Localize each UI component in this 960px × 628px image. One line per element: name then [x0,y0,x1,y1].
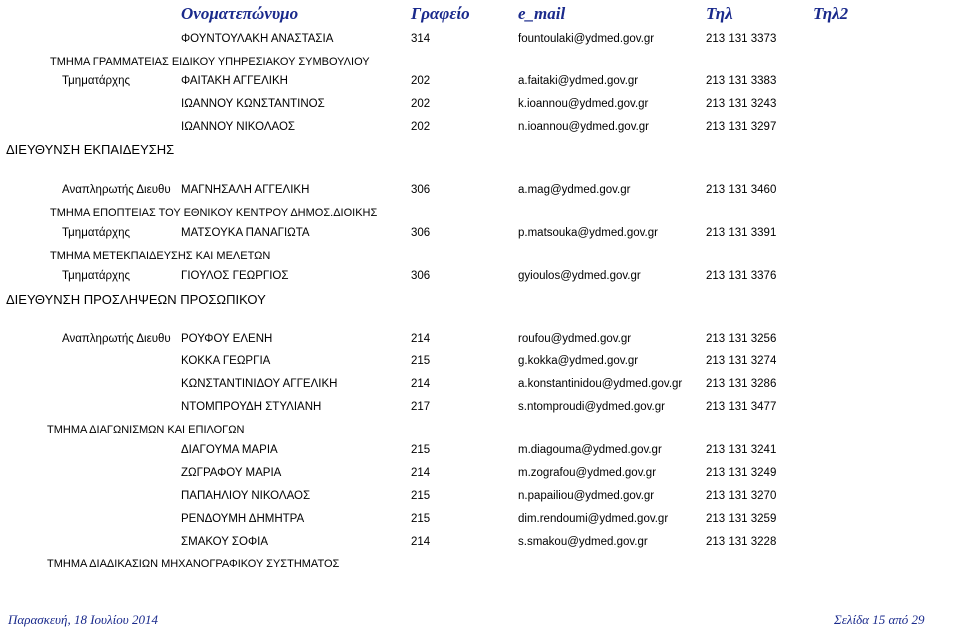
name-cell: ΔΙΑΓΟΥΜΑ ΜΑΡΙΑ [181,444,278,456]
phone-cell: 213 131 3259 [706,513,777,525]
email-cell[interactable]: n.ioannou@ydmed.gov.gr [518,121,650,133]
header-phone: Τηλ [706,4,733,23]
name-cell: ΓΙΟΥΛΟΣ ΓΕΩΡΓΙΟΣ [181,270,289,282]
office-cell: 214 [411,536,431,548]
email-cell[interactable]: m.diagouma@ydmed.gov.gr [518,444,662,456]
office-cell: 214 [411,467,431,479]
name-cell: ΦΟΥΝΤΟΥΛΑΚΗ ΑΝΑΣΤΑΣΙΑ [181,33,334,45]
name-cell: ΠΑΠΑΗΛΙΟΥ ΝΙΚΟΛΑΟΣ [181,490,311,502]
name-cell: ΜΑΓΝΗΣΑΛΗ ΑΓΓΕΛΙΚΗ [181,184,310,196]
header-email: e_mail [518,4,566,23]
role-cell: Τμηματάρχης [62,270,131,282]
phone-cell: 213 131 3286 [706,378,777,390]
office-cell: 306 [411,184,431,196]
office-cell: 215 [411,513,431,525]
section-title: ΤΜΗΜΑ ΔΙΑΓΩΝΙΣΜΩΝ ΚΑΙ ΕΠΙΛΟΓΩΝ [47,424,245,436]
role-cell: Αναπληρωτής Διευθυ [62,333,171,345]
email-cell[interactable]: s.ntomproudi@ydmed.gov.gr [518,401,665,413]
name-cell: ΚΩΝΣΤΑΝΤΙΝΙΔΟΥ ΑΓΓΕΛΙΚΗ [181,378,338,390]
phone-cell: 213 131 3373 [706,33,777,45]
email-cell[interactable]: fountoulaki@ydmed.gov.gr [518,33,655,45]
phone-cell: 213 131 3460 [706,184,777,196]
email-cell[interactable]: a.faitaki@ydmed.gov.gr [518,75,639,87]
role-cell: Τμηματάρχης [62,227,131,239]
email-cell[interactable]: s.smakou@ydmed.gov.gr [518,536,648,548]
phone-cell: 213 131 3376 [706,270,777,282]
office-cell: 314 [411,33,431,45]
section-title: ΤΜΗΜΑ ΕΠΟΠΤΕΙΑΣ ΤΟΥ ΕΘΝΙΚΟΥ ΚΕΝΤΡΟΥ ΔΗΜΟΣ.ΔΙΟΙΚΗΣ [50,207,378,219]
email-cell[interactable]: g.kokka@ydmed.gov.gr [518,355,639,367]
section-title: ΤΜΗΜΑ ΓΡΑΜΜΑΤΕΙΑΣ ΕΙΔΙΚΟΥ ΥΠΗΡΕΣΙΑΚΟΥ ΣΥΜΒΟΥΛΙΟΥ [50,56,370,68]
phone-cell: 213 131 3297 [706,121,777,133]
name-cell: ΙΩΑΝΝΟΥ ΝΙΚΟΛΑΟΣ [181,121,296,133]
office-cell: 215 [411,444,431,456]
name-cell: ΝΤΟΜΠΡΟΥΔΗ ΣΤΥΛΙΑΝΗ [181,401,322,413]
section-title: ΤΜΗΜΑ ΔΙΑΔΙΚΑΣΙΩΝ ΜΗΧΑΝΟΓΡΑΦΙΚΟΥ ΣΥΣΤΗΜΑΤΟΣ [47,558,340,570]
email-cell[interactable]: dim.rendoumi@ydmed.gov.gr [518,513,669,525]
office-cell: 306 [411,270,431,282]
phone-cell: 213 131 3274 [706,355,777,367]
office-cell: 202 [411,75,431,87]
name-cell: ΦΑΙΤΑΚΗ ΑΓΓΕΛΙΚΗ [181,75,288,87]
directorate-title: ΔΙΕΥΘΥΝΣΗ ΕΚΠΑΙΔΕΥΣΗΣ [6,142,175,157]
phone-cell: 213 131 3391 [706,227,777,239]
phone-cell: 213 131 3249 [706,467,777,479]
name-cell: ΖΩΓΡΑΦΟΥ ΜΑΡΙΑ [181,467,282,479]
role-cell: Τμηματάρχης [62,75,131,87]
office-cell: 214 [411,378,431,390]
phone-cell: 213 131 3383 [706,75,777,87]
section-title: ΤΜΗΜΑ ΜΕΤΕΚΠΑΙΔΕΥΣΗΣ ΚΑΙ ΜΕΛΕΤΩΝ [50,250,271,262]
header-office: Γραφείο [411,4,470,23]
email-cell[interactable]: k.ioannou@ydmed.gov.gr [518,98,649,110]
phone-cell: 213 131 3241 [706,444,777,456]
email-cell[interactable]: a.konstantinidou@ydmed.gov.gr [518,378,683,390]
office-cell: 202 [411,98,431,110]
email-cell[interactable]: n.papailiou@ydmed.gov.gr [518,490,655,502]
directorate-title: ΔΙΕΥΘΥΝΣΗ ΠΡΟΣΛΗΨΕΩΝ ΠΡΟΣΩΠΙΚΟΥ [6,292,266,307]
office-cell: 215 [411,490,431,502]
name-cell: ΡΕΝΔΟΥΜΗ ΔΗΜΗΤΡΑ [181,513,305,525]
office-cell: 217 [411,401,431,413]
office-cell: 202 [411,121,431,133]
email-cell[interactable]: a.mag@ydmed.gov.gr [518,184,631,196]
phone-cell: 213 131 3243 [706,98,777,110]
name-cell: ΜΑΤΣΟΥΚΑ ΠΑΝΑΓΙΩΤΑ [181,227,310,239]
email-cell[interactable]: p.matsouka@ydmed.gov.gr [518,227,658,239]
header-name: Ονοματεπώνυμο [181,4,299,23]
name-cell: ΡΟΥΦΟΥ ΕΛΕΝΗ [181,333,273,345]
email-cell[interactable]: roufou@ydmed.gov.gr [518,333,632,345]
role-cell: Αναπληρωτής Διευθυ [62,184,171,196]
phone-cell: 213 131 3228 [706,536,777,548]
office-cell: 306 [411,227,431,239]
phone-cell: 213 131 3270 [706,490,777,502]
phone-cell: 213 131 3256 [706,333,777,345]
name-cell: ΙΩΑΝΝΟΥ ΚΩΝΣΤΑΝΤΙΝΟΣ [181,98,325,110]
phone-cell: 213 131 3477 [706,401,777,413]
header-phone2: Τηλ2 [813,4,849,23]
footer-date: Παρασκευή, 18 Ιουλίου 2014 [8,612,158,627]
office-cell: 215 [411,355,431,367]
email-cell[interactable]: gyioulos@ydmed.gov.gr [518,270,641,282]
email-cell[interactable]: m.zografou@ydmed.gov.gr [518,467,657,479]
office-cell: 214 [411,333,431,345]
name-cell: ΣΜΑΚΟΥ ΣΟΦΙΑ [181,536,269,548]
name-cell: ΚΟΚΚΑ ΓΕΩΡΓΙΑ [181,355,271,367]
footer-page: Σελίδα 15 από 29 [834,612,925,627]
